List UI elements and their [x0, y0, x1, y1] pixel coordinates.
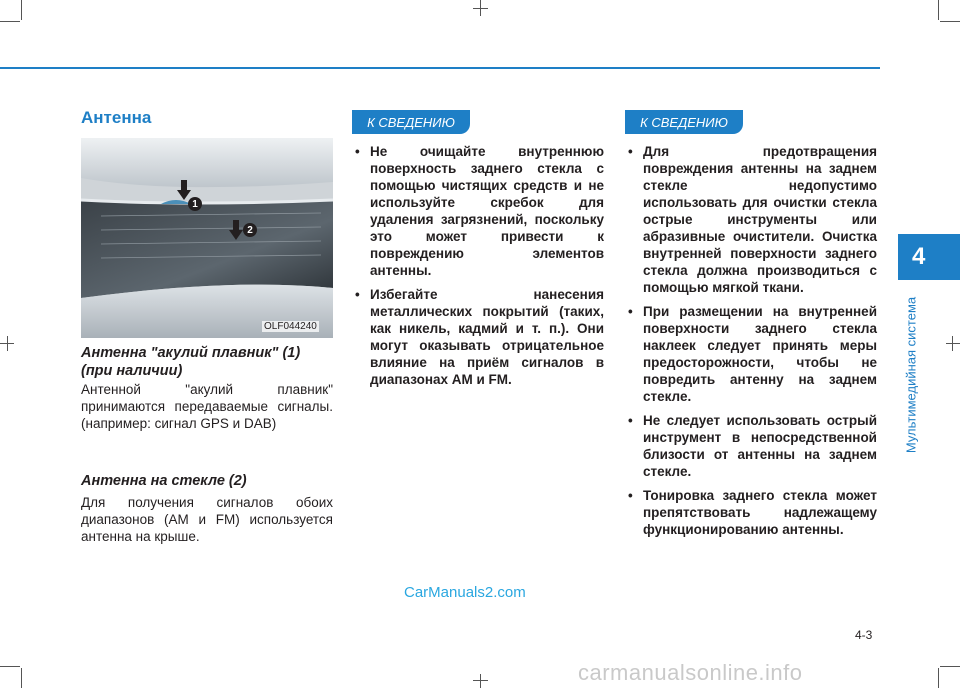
crop-mark [938, 0, 939, 20]
list-item: • Не следует использовать острый инструмент в непосредственной близости от антенны на заднем стекле. [625, 412, 877, 480]
chapter-title [898, 290, 924, 460]
arrow-down-icon [177, 180, 191, 200]
shark-antenna-heading: Антенна "акулий плавник" (1) (при наличии) [81, 345, 301, 379]
crop-mark [0, 666, 20, 667]
page-number: 4-3 [855, 628, 873, 642]
notice-badge: К СВЕДЕНИЮ [625, 110, 743, 134]
crop-mark [473, 680, 488, 681]
chapter-number: 4 [912, 243, 926, 270]
notice-list [625, 143, 877, 545]
crop-mark [938, 668, 939, 688]
car-rear-illustration [81, 138, 333, 338]
callout-1: 1 [188, 197, 202, 211]
notice-list [352, 143, 604, 395]
watermark-link[interactable]: CarManuals2.com [404, 584, 526, 601]
crop-mark [952, 336, 953, 351]
glass-antenna-heading: Антенна на стекле (2) [81, 473, 247, 489]
arrow-down-icon [229, 220, 243, 240]
section-title: Антенна [81, 108, 152, 127]
crop-mark [940, 666, 960, 667]
crop-mark [946, 343, 960, 344]
callout-2: 2 [243, 223, 257, 237]
chapter-title-text: Мультимедийная система [903, 296, 919, 454]
list-item: • Избегайте нанесения металлических покрытий (таких, как никель, кадмий и т. п.). Они могут оказывать отрицательное влияние на приём сигналов в диапазонах AM и FM. [352, 286, 604, 388]
footer-watermark: carmanualsonline.info [578, 660, 803, 685]
list-item: • При размещении на внутренней поверхности заднего стекла наклеек следует принять меры предосторожности, чтобы не повредить антенну на заднем стекле. [625, 303, 877, 405]
list-item: • Тонировка заднего стекла может препятствовать надлежащему функционированию антенны. [625, 487, 877, 538]
crop-mark [21, 668, 22, 688]
crop-mark [480, 674, 481, 688]
crop-mark [7, 336, 8, 351]
chapter-tab [898, 234, 960, 280]
list-item: • Не очищайте внутреннюю поверхность заднего стекла с помощью чистящих средств и не используйте скребок для удаления загрязнений, поскольку это может привести к повреждению элементов антенны. [352, 143, 604, 279]
crop-mark [473, 8, 488, 9]
shark-antenna-text: Антенной "акулий плавник" принимаются передаваемые сигналы. (например: сигнал GPS и DAB) [81, 382, 333, 431]
crop-mark [0, 21, 20, 22]
figure-caption: OLF044240 [264, 321, 317, 332]
crop-mark [21, 0, 22, 20]
crop-mark [940, 21, 960, 22]
glass-antenna-text: Для получения сигналов обоих диапазонов (AM и FM) используется антенна на крыше. [81, 495, 333, 544]
notice-badge: К СВЕДЕНИЮ [352, 110, 470, 134]
antenna-photo [81, 138, 333, 338]
list-item: • Для предотвращения повреждения антенны на заднем стекле недопустимо использовать для очистки стекла острые инструменты или абразивные очистители. Очистка внутренней поверхности заднего стекла должна производиться с помощью мягкой ткани. [625, 143, 877, 296]
header-rule [0, 67, 880, 69]
